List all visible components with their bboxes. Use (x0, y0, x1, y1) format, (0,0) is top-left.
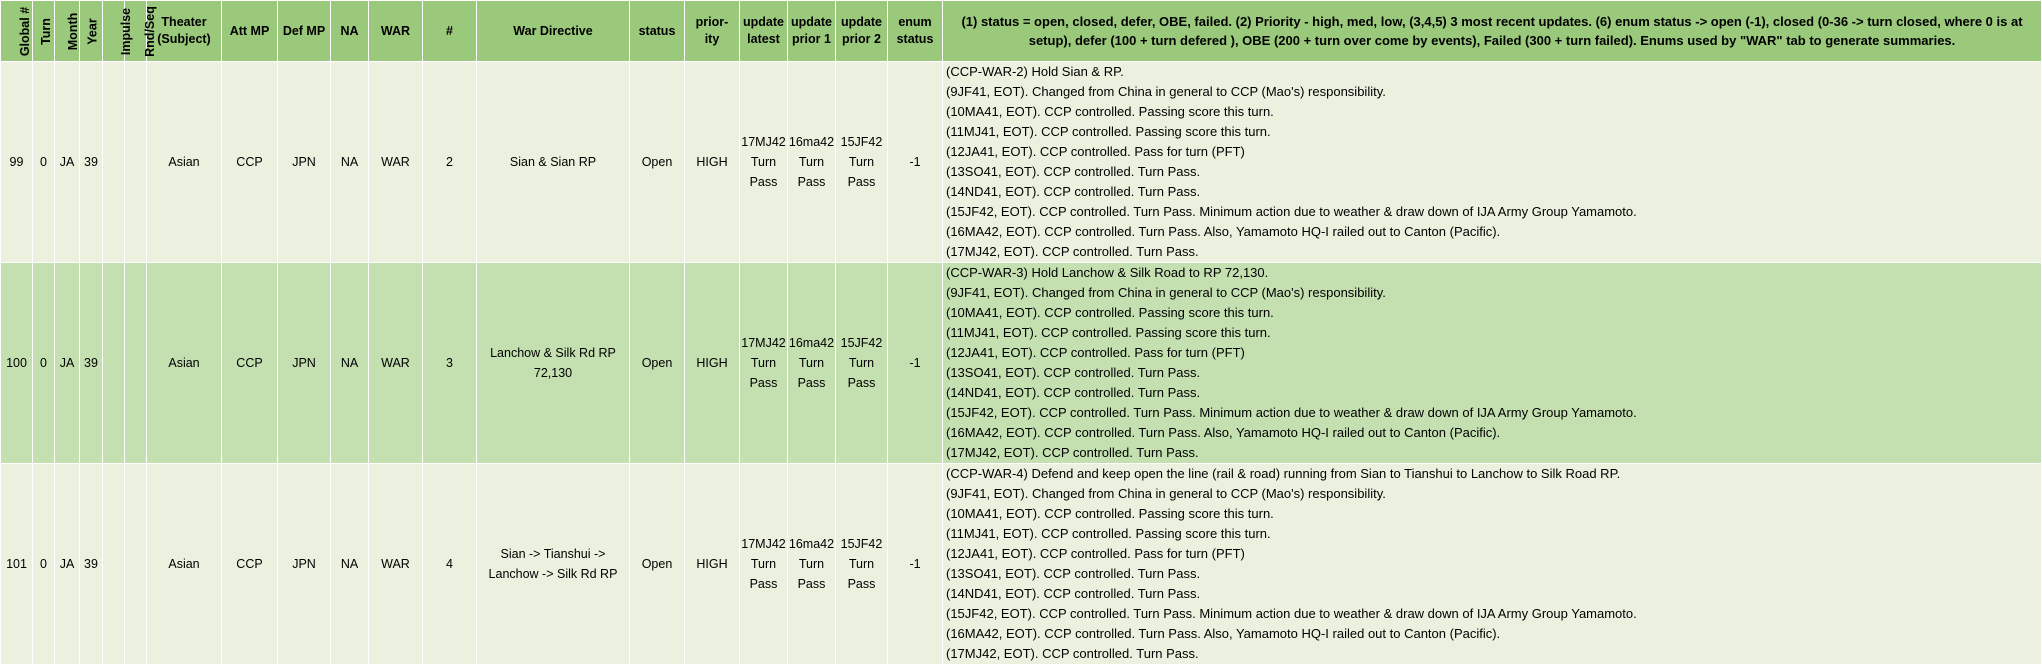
note-line: (12JA41, EOT). CCP controlled. Pass for turn (PFT) (946, 144, 1245, 159)
cell-status[interactable]: Open (630, 263, 685, 464)
cell-global[interactable]: 99 (1, 62, 33, 263)
cell-number[interactable]: 3 (423, 263, 477, 464)
cell-month[interactable]: JA (55, 263, 80, 464)
cell-na[interactable]: NA (331, 62, 369, 263)
table-row (1, 62, 2042, 263)
cell-update-latest[interactable]: 17MJ42 Turn Pass (740, 263, 788, 464)
note-line: (9JF41, EOT). Changed from China in general to CCP (Mao's) responsibility. (946, 486, 1386, 501)
cell-update-latest[interactable]: 17MJ42 Turn Pass (740, 464, 788, 665)
note-line: (17MJ42, EOT). CCP controlled. Turn Pass. (946, 646, 1199, 661)
cell-notes[interactable] (943, 263, 2042, 464)
cell-update-prior-1[interactable]: 16ma42 Turn Pass (788, 62, 836, 263)
note-line: (12JA41, EOT). CCP controlled. Pass for turn (PFT) (946, 345, 1245, 360)
note-line: (14ND41, EOT). CCP controlled. Turn Pass. (946, 385, 1201, 400)
cell-priority[interactable]: HIGH (685, 263, 740, 464)
cell-war[interactable]: WAR (369, 263, 423, 464)
note-line: (CCP-WAR-2) Hold Sian & RP. (946, 64, 1124, 79)
note-line: (11MJ41, EOT). CCP controlled. Passing score this turn. (946, 124, 1271, 139)
note-line: (15JF42, EOT). CCP controlled. Turn Pass. Minimum action due to weather & draw down of IJA Army Group Yamamoto. (946, 606, 1637, 621)
cell-war-directive[interactable]: Sian & Sian RP (477, 62, 630, 263)
header-rnd-seq[interactable]: Rnd/Seq (125, 1, 147, 62)
header-war[interactable]: WAR (369, 1, 423, 62)
cell-rnd-seq[interactable] (125, 464, 147, 665)
cell-def-mp[interactable]: JPN (278, 62, 331, 263)
table-row (1, 263, 2042, 464)
cell-impulse[interactable] (103, 263, 125, 464)
header-priority[interactable]: prior- ity (685, 1, 740, 62)
header-update-prior-2[interactable]: update prior 2 (836, 1, 888, 62)
cell-enum-status[interactable]: -1 (888, 263, 943, 464)
cell-notes[interactable] (943, 62, 2042, 263)
note-line: (16MA42, EOT). CCP controlled. Turn Pass. Also, Yamamoto HQ-I railed out to Canton (Pacific). (946, 425, 1501, 440)
note-line: (14ND41, EOT). CCP controlled. Turn Pass. (946, 586, 1201, 601)
cell-impulse[interactable] (103, 62, 125, 263)
cell-impulse[interactable] (103, 464, 125, 665)
header-theater[interactable]: Theater (Subject) (147, 1, 222, 62)
cell-war[interactable]: WAR (369, 464, 423, 665)
cell-na[interactable]: NA (331, 464, 369, 665)
header-notes[interactable]: (1) status = open, closed, defer, OBE, failed. (2) Priority - high, med, low, (3,4,5) 3 most recent updates. (6) enum status -> open (-1), closed (0-36 -> turn closed, where 0 is at setup), defer (100 + turn defered ), OBE (200 + turn over come by events), Failed (300 + turn failed). Enums used by "WAR" tab to generate summaries. (943, 1, 2042, 62)
header-update-prior-1[interactable]: update prior 1 (788, 1, 836, 62)
cell-number[interactable]: 4 (423, 464, 477, 665)
cell-number[interactable]: 2 (423, 62, 477, 263)
note-line: (12JA41, EOT). CCP controlled. Pass for turn (PFT) (946, 546, 1245, 561)
note-line: (14ND41, EOT). CCP controlled. Turn Pass. (946, 184, 1201, 199)
note-line: (11MJ41, EOT). CCP controlled. Passing score this turn. (946, 526, 1271, 541)
cell-update-prior-2[interactable]: 15JF42 Turn Pass (836, 464, 888, 665)
cell-update-prior-2[interactable]: 15JF42 Turn Pass (836, 263, 888, 464)
note-line: (9JF41, EOT). Changed from China in general to CCP (Mao's) responsibility. (946, 84, 1386, 99)
header-global[interactable]: Global # (1, 1, 33, 62)
header-war-directive[interactable]: War Directive (477, 1, 630, 62)
cell-global[interactable]: 100 (1, 263, 33, 464)
header-enum-status[interactable]: enum status (888, 1, 943, 62)
cell-enum-status[interactable]: -1 (888, 464, 943, 665)
cell-priority[interactable]: HIGH (685, 464, 740, 665)
header-na[interactable]: NA (331, 1, 369, 62)
note-line: (16MA42, EOT). CCP controlled. Turn Pass. Also, Yamamoto HQ-I railed out to Canton (Pacific). (946, 224, 1501, 239)
cell-theater[interactable]: Asian (147, 464, 222, 665)
cell-year[interactable]: 39 (80, 263, 103, 464)
header-year[interactable]: Year (80, 1, 103, 62)
cell-notes[interactable] (943, 464, 2042, 665)
cell-def-mp[interactable]: JPN (278, 263, 331, 464)
header-def-mp[interactable]: Def MP (278, 1, 331, 62)
cell-war-directive[interactable]: Sian -> Tianshui -> Lanchow -> Silk Rd RP (477, 464, 630, 665)
header-update-latest[interactable]: update latest (740, 1, 788, 62)
cell-turn[interactable]: 0 (33, 464, 55, 665)
header-row (1, 1, 2042, 62)
cell-update-prior-1[interactable]: 16ma42 Turn Pass (788, 263, 836, 464)
note-line: (15JF42, EOT). CCP controlled. Turn Pass. Minimum action due to weather & draw down of IJA Army Group Yamamoto. (946, 204, 1637, 219)
cell-update-prior-1[interactable]: 16ma42 Turn Pass (788, 464, 836, 665)
header-impulse[interactable]: Impulse (103, 1, 125, 62)
cell-theater[interactable]: Asian (147, 263, 222, 464)
note-line: (16MA42, EOT). CCP controlled. Turn Pass. Also, Yamamoto HQ-I railed out to Canton (Pacific). (946, 626, 1501, 641)
cell-war-directive[interactable]: Lanchow & Silk Rd RP 72,130 (477, 263, 630, 464)
note-line: (9JF41, EOT). Changed from China in general to CCP (Mao's) responsibility. (946, 285, 1386, 300)
note-line: (13SO41, EOT). CCP controlled. Turn Pass. (946, 164, 1201, 179)
header-month[interactable]: Month (55, 1, 80, 62)
header-att-mp[interactable]: Att MP (222, 1, 278, 62)
cell-theater[interactable]: Asian (147, 62, 222, 263)
note-line: (13SO41, EOT). CCP controlled. Turn Pass. (946, 566, 1201, 581)
note-line: (15JF42, EOT). CCP controlled. Turn Pass. Minimum action due to weather & draw down of IJA Army Group Yamamoto. (946, 405, 1637, 420)
note-line: (17MJ42, EOT). CCP controlled. Turn Pass. (946, 244, 1199, 259)
cell-priority[interactable]: HIGH (685, 62, 740, 263)
cell-att-mp[interactable]: CCP (222, 263, 278, 464)
cell-att-mp[interactable]: CCP (222, 464, 278, 665)
cell-rnd-seq[interactable] (125, 263, 147, 464)
header-turn[interactable]: Turn (33, 1, 55, 62)
cell-update-latest[interactable]: 17MJ42 Turn Pass (740, 62, 788, 263)
note-line: (11MJ41, EOT). CCP controlled. Passing score this turn. (946, 325, 1271, 340)
note-line: (17MJ42, EOT). CCP controlled. Turn Pass. (946, 445, 1199, 460)
note-line: (13SO41, EOT). CCP controlled. Turn Pass. (946, 365, 1201, 380)
note-line: (10MA41, EOT). CCP controlled. Passing score this turn. (946, 104, 1274, 119)
header-number[interactable]: # (423, 1, 477, 62)
cell-year[interactable]: 39 (80, 464, 103, 665)
cell-war[interactable]: WAR (369, 62, 423, 263)
cell-global[interactable]: 101 (1, 464, 33, 665)
table-row (1, 464, 2042, 665)
cell-update-prior-2[interactable]: 15JF42 Turn Pass (836, 62, 888, 263)
cell-year[interactable]: 39 (80, 62, 103, 263)
cell-month[interactable]: JA (55, 464, 80, 665)
header-status[interactable]: status (630, 1, 685, 62)
cell-att-mp[interactable]: CCP (222, 62, 278, 263)
note-line: (10MA41, EOT). CCP controlled. Passing score this turn. (946, 305, 1274, 320)
cell-turn[interactable]: 0 (33, 263, 55, 464)
cell-status[interactable]: Open (630, 62, 685, 263)
note-line: (CCP-WAR-3) Hold Lanchow & Silk Road to RP 72,130. (946, 265, 1269, 280)
note-line: (10MA41, EOT). CCP controlled. Passing score this turn. (946, 506, 1274, 521)
cell-rnd-seq[interactable] (125, 62, 147, 263)
cell-enum-status[interactable]: -1 (888, 62, 943, 263)
note-line: (CCP-WAR-4) Defend and keep open the line (rail & road) running from Sian to Tianshui to Lanchow to Silk Road RP. (946, 466, 1621, 481)
cell-na[interactable]: NA (331, 263, 369, 464)
cell-def-mp[interactable]: JPN (278, 464, 331, 665)
cell-month[interactable]: JA (55, 62, 80, 263)
cell-turn[interactable]: 0 (33, 62, 55, 263)
cell-status[interactable]: Open (630, 464, 685, 665)
